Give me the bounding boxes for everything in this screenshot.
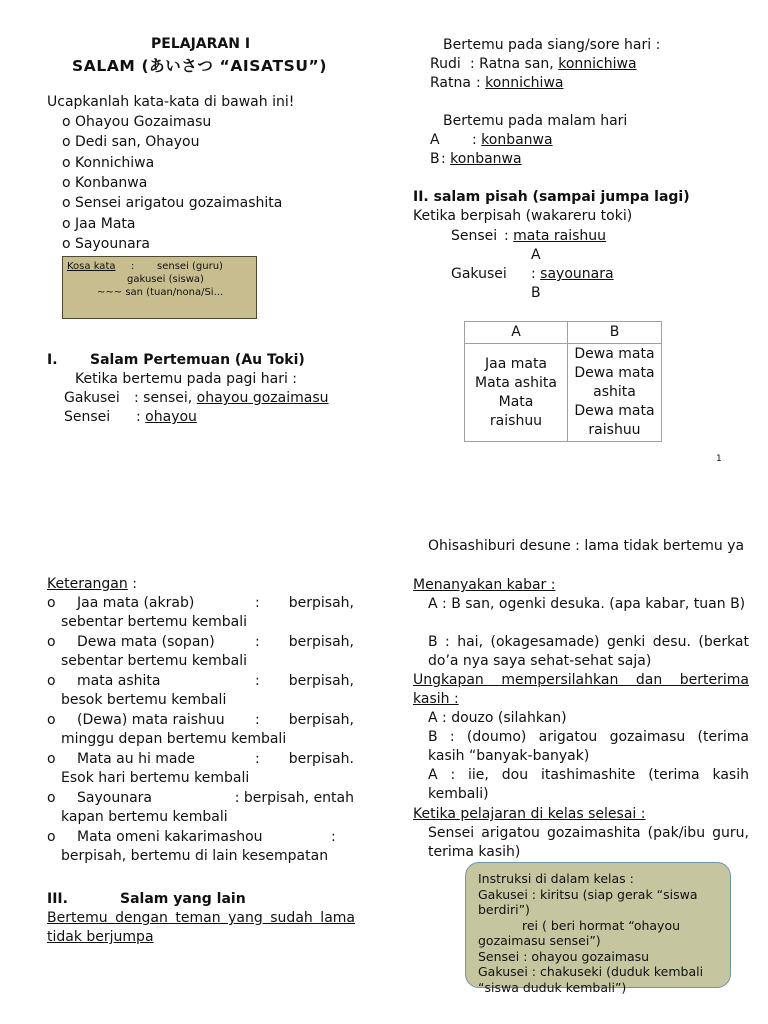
dialog-phrase: konnichiwa: [558, 56, 637, 72]
dialog-colon: :: [441, 151, 446, 167]
list-item: [47, 633, 354, 652]
instruction-box: [465, 862, 731, 995]
item-colon: :: [255, 673, 260, 689]
item-term: Jaa mata (akrab): [77, 595, 195, 611]
list-item: [47, 672, 354, 691]
dialog-colon: :: [472, 132, 477, 148]
dialog-line: [451, 227, 606, 246]
bullet: o: [47, 595, 56, 611]
table-header: B: [568, 322, 662, 344]
speaker-label: Rudi: [430, 56, 461, 72]
item-cont: Esok hari bertemu kembali: [61, 770, 250, 786]
speaker-label: B: [430, 151, 440, 167]
speaker-label: Sensei: [451, 228, 498, 244]
keterangan-list: [47, 594, 354, 867]
section3-title: Salam yang lain: [120, 891, 246, 907]
ungkapan-title: Ungkapan mempersilahkan dan berterima kasih :: [413, 672, 749, 707]
instruction-line: rei ( beri hormat “ohayou gozaimasu sensei”): [478, 917, 681, 948]
list-item: [47, 828, 354, 847]
bullet: o: [47, 673, 56, 689]
speaker-label: Gakusei: [64, 390, 120, 406]
instruction-line: Sensei : ohayou gozaimasu: [478, 948, 650, 964]
dialog-line: [430, 150, 522, 169]
speaker-label: Sensei: [64, 409, 111, 425]
dialog-text: : Ratna san,: [470, 56, 559, 72]
dialog-phrase: konbanwa: [450, 151, 522, 167]
item-cont: berpisah, bertemu di lain kesempatan: [61, 848, 329, 864]
dialog-colon: :: [476, 75, 481, 91]
kabar-b: B : hai, (okagesamade) genki desu. (berkat do’a nya saya sehat-sehat saja): [428, 634, 749, 669]
item-term: Mata omeni kakarimashou: [77, 829, 263, 845]
kelas-title: Ketika pelajaran di kelas selesai :: [413, 806, 646, 822]
section3-number: III.: [47, 891, 68, 907]
vocab-line: ~~~ san (tuan/nona/Si...: [97, 287, 224, 298]
cell-line: Mata: [498, 393, 534, 410]
keterangan-colon: :: [127, 576, 137, 592]
dialog-colon: :: [504, 228, 509, 244]
keterangan-heading: [47, 575, 137, 594]
dialog-colon: :: [136, 409, 141, 425]
cell-line: Dewa mata: [574, 403, 655, 419]
item-def: berpisah,: [288, 712, 354, 728]
ungkapan-b: B : (doumo) arigatou gozaimasu (terima kasih “banyak-banyak): [428, 729, 749, 764]
speaker-label: A: [430, 132, 440, 148]
list-item: [47, 711, 354, 730]
page-title: SALAM (あいさつ “AISATSU”): [72, 57, 328, 75]
bullet: o: [47, 712, 56, 728]
dialog-phrase: ohayou gozaimasu: [196, 390, 329, 406]
greeting-item: o Dedi san, Ohayou: [62, 134, 200, 150]
greeting-item: o Konbanwa: [62, 175, 148, 191]
dialog-line: [64, 389, 329, 408]
dialog-line: [64, 408, 197, 427]
item-def: berpisah,: [288, 634, 354, 650]
cell-line: raishuu: [588, 422, 641, 438]
item-def: berpisah,: [288, 673, 354, 689]
bullet: o: [47, 790, 56, 806]
greeting-item: o Sayounara: [62, 236, 150, 252]
cell-line: Dewa mata: [574, 365, 655, 381]
dialog-phrase: konbanwa: [481, 132, 553, 148]
instruction-text: Ucapkanlah kata-kata di bawah ini!: [47, 94, 295, 110]
lesson-heading: PELAJARAN I: [151, 36, 251, 52]
kelas-text: Sensei arigatou gozaimashita (pak/ibu guru, terima kasih): [428, 825, 749, 860]
item-cont: kapan bertemu kembali: [61, 809, 228, 825]
ohisashiburi-text: Ohisashiburi desune : lama tidak bertemu ya: [428, 538, 745, 554]
greeting-item: o Ohayou Gozaimasu: [62, 114, 212, 130]
section2-title: II. salam pisah (sampai jumpa lagi): [413, 189, 690, 205]
vocab-box: [62, 256, 257, 319]
item-cont: besok bertemu kembali: [61, 692, 227, 708]
table-cell: [465, 344, 568, 442]
greeting-item: o Konnichiwa: [62, 155, 155, 171]
marker-b: B: [531, 285, 541, 301]
greeting-item: o Sensei arigatou gozaimashita: [62, 195, 283, 211]
cell-line: Jaa mata: [484, 355, 548, 372]
cell-line: Dewa mata: [574, 346, 655, 362]
item-def: berpisah,: [288, 595, 354, 611]
vocab-line: sensei (guru): [157, 261, 223, 272]
item-colon: :: [255, 595, 260, 611]
kabar-title: Menanyakan kabar :: [413, 577, 556, 593]
dialog-line: [430, 131, 553, 150]
list-item: [47, 750, 354, 769]
kabar-a: A : B san, ogenki desuka. (apa kabar, tuan B): [428, 596, 746, 612]
dialog-colon: :: [531, 266, 536, 282]
dialog-line: [430, 55, 637, 74]
cell-line: Mata ashita: [475, 374, 557, 391]
item-cont: minggu depan bertemu kembali: [61, 731, 287, 747]
cell-line: ashita: [593, 384, 636, 400]
item-cont: sebentar bertemu kembali: [61, 614, 247, 630]
table-header: A: [465, 322, 568, 344]
marker-a: A: [531, 247, 541, 263]
bullet: o: [47, 751, 56, 767]
afternoon-title: Bertemu pada siang/sore hari :: [443, 37, 661, 53]
instruction-line: Gakusei : chakuseki (duduk kembali “siswa duduk kembali”): [478, 964, 704, 995]
instruction-line: Gakusei : kiritsu (siap gerak “siswa berdiri”): [478, 886, 698, 917]
ungkapan-a2: A : iie, dou itashimashite (terima kasih kembali): [428, 767, 749, 802]
vocab-label: Kosa kata: [67, 261, 116, 272]
item-colon: :: [255, 712, 260, 728]
dialog-phrase: mata raishuu: [513, 228, 607, 244]
dialog-phrase: konnichiwa: [485, 75, 564, 91]
bullet: o: [47, 829, 56, 845]
item-term: mata ashita: [77, 673, 161, 689]
vocab-line: gakusei (siswa): [127, 274, 204, 285]
night-title: Bertemu pada malam hari: [443, 113, 628, 129]
dialog-line: [451, 265, 614, 284]
greeting-item: o Jaa Mata: [62, 216, 136, 232]
list-item: [47, 789, 354, 808]
item-term: (Dewa) mata raishuu: [77, 712, 225, 728]
section3-subtitle: Bertemu dengan teman yang sudah lama tidak berjumpa: [47, 910, 355, 945]
cell-line: raishuu: [489, 412, 543, 429]
speaker-label: Ratna: [430, 75, 471, 91]
section1-title: Salam Pertemuan (Au Toki): [90, 352, 305, 368]
item-colon: :: [255, 751, 260, 767]
dialog-phrase: sayounara: [540, 266, 614, 282]
page-number: 1: [716, 454, 722, 464]
item-def: : berpisah, entah: [234, 790, 354, 806]
section1-number: I.: [47, 352, 58, 368]
list-item: [47, 594, 354, 613]
dialog-text: : sensei,: [134, 390, 197, 406]
item-def: berpisah.: [288, 751, 354, 767]
item-term: Mata au hi made: [77, 751, 196, 767]
item-cont: sebentar bertemu kembali: [61, 653, 247, 669]
ungkapan-a1: A : douzo (silahkan): [428, 710, 567, 726]
bullet: o: [47, 634, 56, 650]
keterangan-title: Keterangan: [47, 576, 128, 592]
instruction-line: Instruksi di dalam kelas :: [478, 871, 634, 886]
item-def: :: [331, 829, 336, 845]
dialog-line: [430, 74, 563, 93]
table-cell: [568, 344, 662, 442]
item-term: Sayounara: [77, 790, 152, 806]
morning-text: Ketika bertemu pada pagi hari :: [75, 371, 298, 387]
speaker-label: Gakusei: [451, 266, 507, 282]
item-colon: :: [255, 634, 260, 650]
dialog-phrase: ohayou: [145, 409, 197, 425]
farewell-table: [464, 321, 662, 442]
vocab-colon: :: [131, 261, 135, 272]
item-term: Dewa mata (sopan): [77, 634, 215, 650]
section2-subtitle: Ketika berpisah (wakareru toki): [413, 208, 633, 224]
